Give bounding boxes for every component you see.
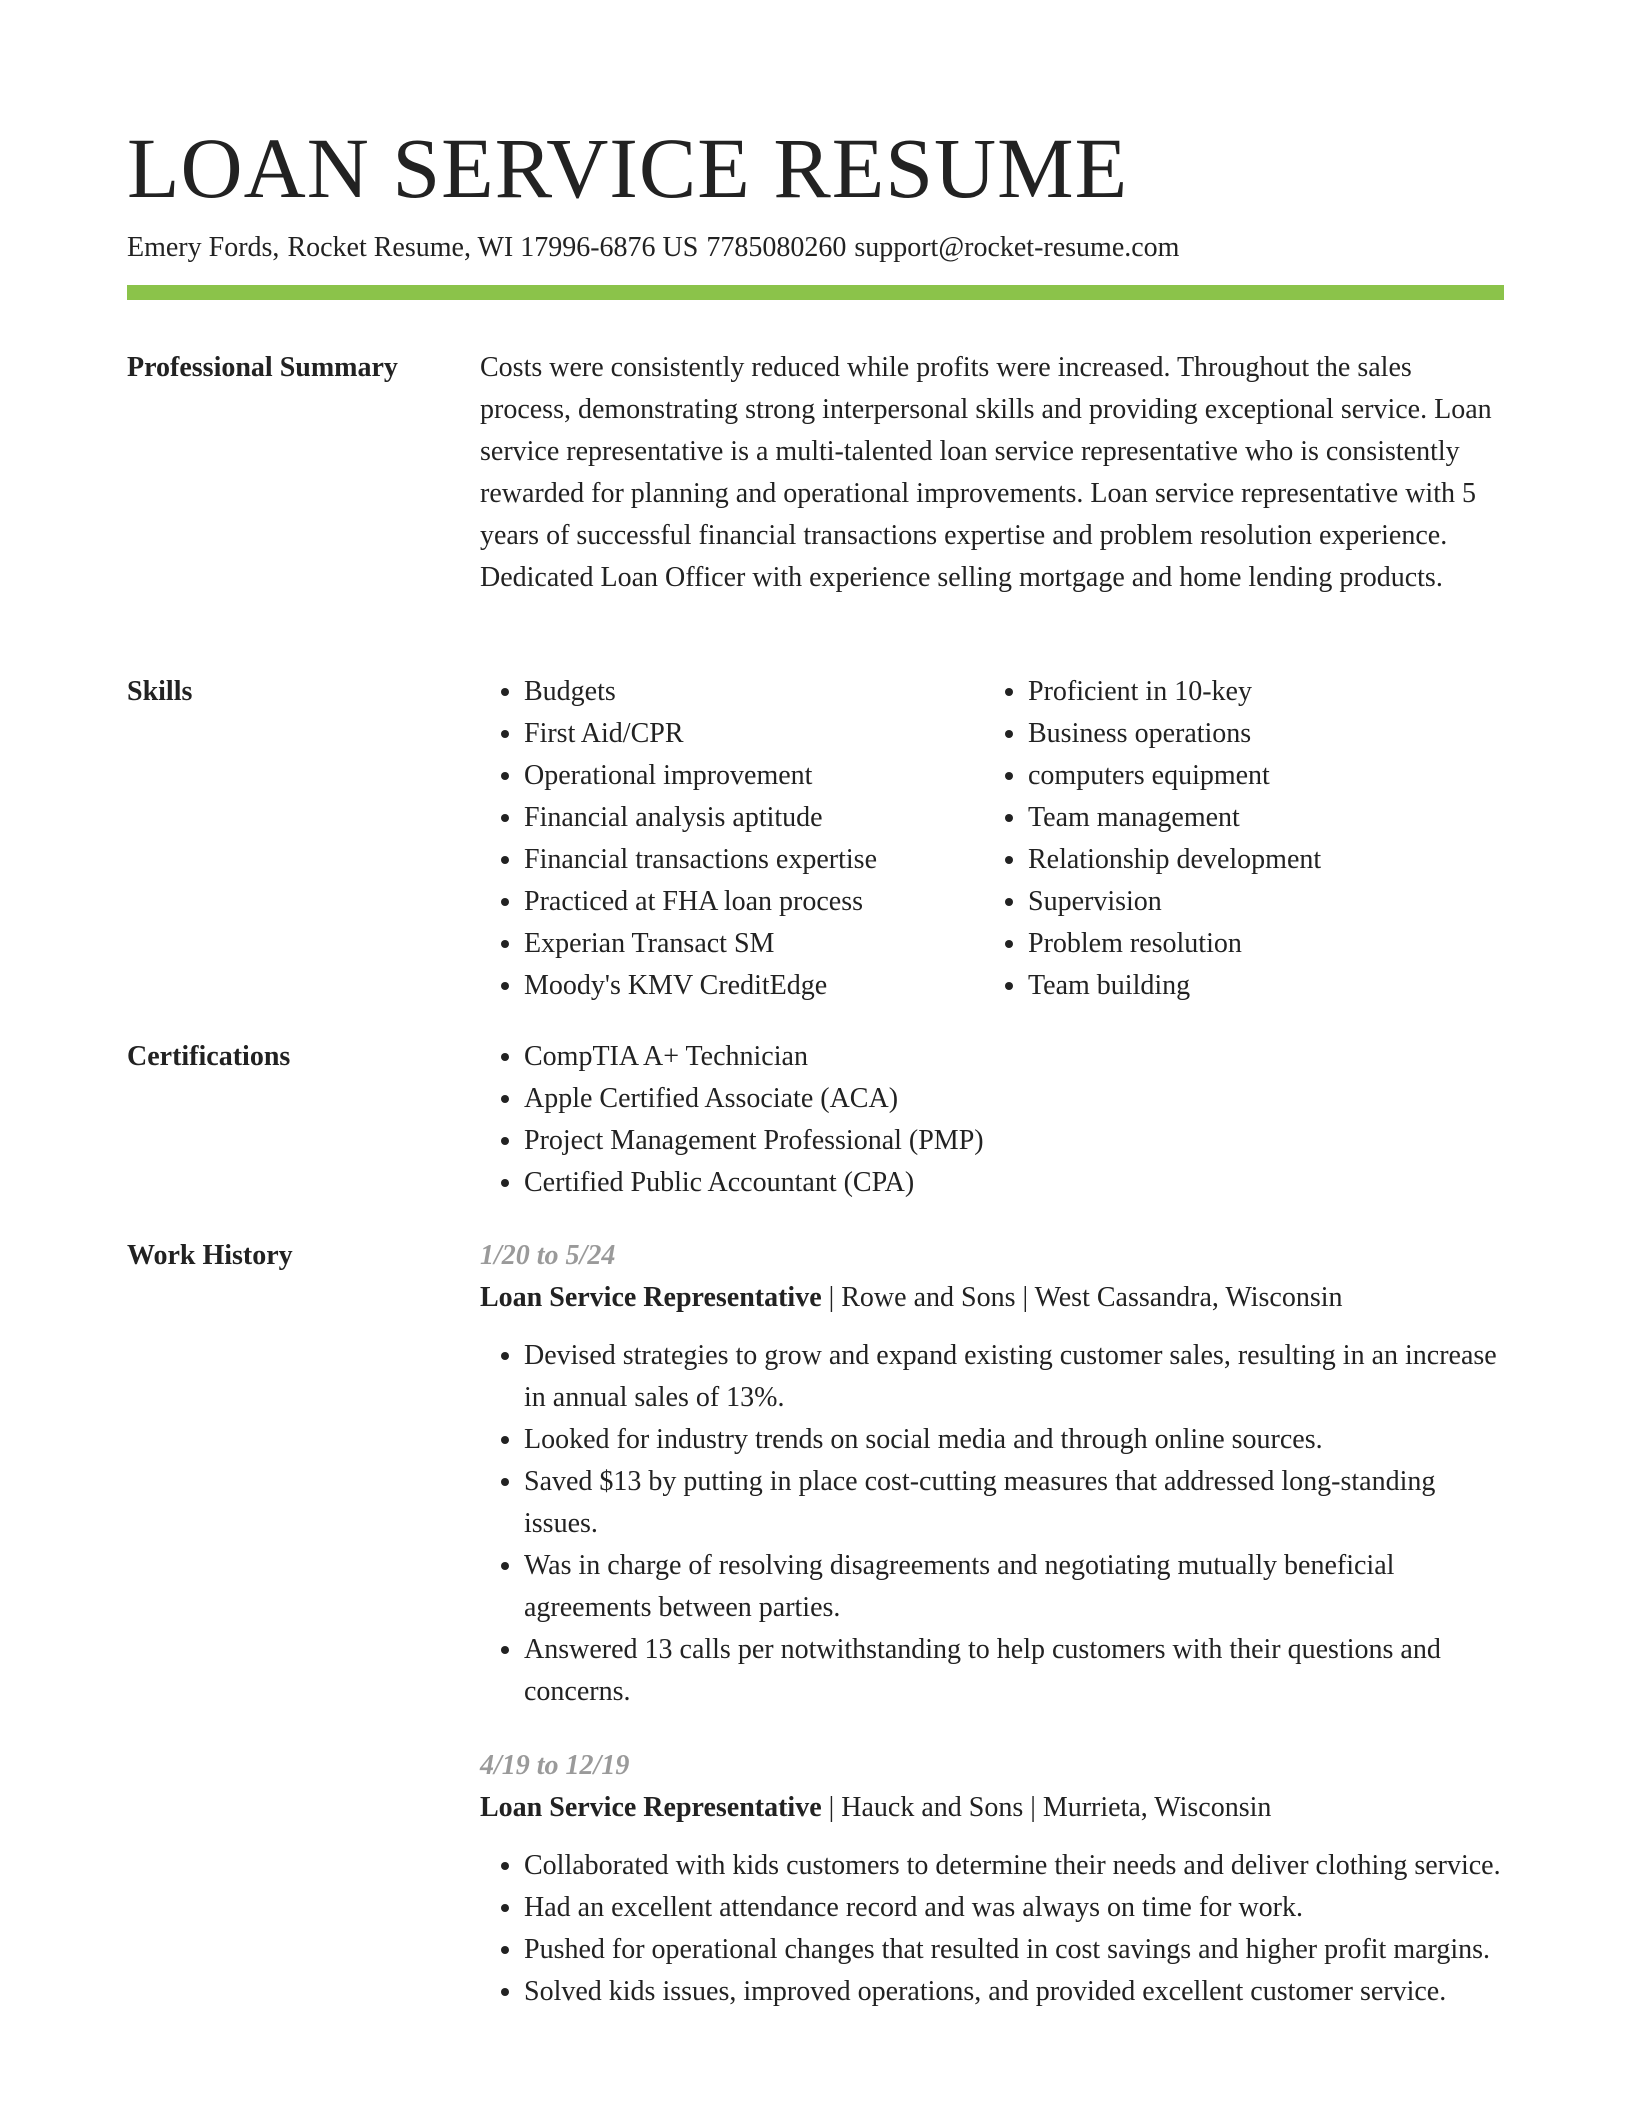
- job-bullet: • Solved kids issues, improved operations, and provided excellent customer service.: [524, 1971, 1504, 2013]
- skill-item: • Moody's KMV CreditEdge: [524, 965, 984, 1007]
- summary-body: [480, 347, 1504, 599]
- job-company-location: | Hauck and Sons | Murrieta, Wisconsin: [821, 1792, 1272, 1823]
- job-dates: 1/20 to 5/24: [480, 1240, 616, 1271]
- job-role: Loan Service Representative: [480, 1792, 822, 1823]
- job-title-line: [480, 1787, 1504, 1829]
- skill-item: • Relationship development: [1028, 839, 1488, 881]
- skill-item: • computers equipment: [1028, 755, 1488, 797]
- job-entry: [480, 1745, 1504, 2013]
- certifications-section: [127, 1036, 1504, 1216]
- summary-text: Costs were consistently reduced while profits were increased. Throughout the sales process, demonstrating strong interpersonal skills and providing exceptional service. Loan service representative is a multi-talented loan service representative who is consistently rewarded for planning and operational improvements. Loan service representative with 5 years of successful financial transactions expertise and problem resolution experience. Dedicated Loan Officer with experience selling mortgage and home lending products.: [480, 352, 1492, 593]
- contact-phone: 7785080260: [706, 232, 847, 263]
- skills-body: [480, 671, 1504, 1007]
- skill-item: • Experian Transact SM: [524, 923, 984, 965]
- section-label-certifications: Certifications: [127, 1041, 291, 1072]
- job-bullet: • Saved $13 by putting in place cost-cutting measures that addressed long-standing issues.: [524, 1461, 1504, 1545]
- skills-section: [127, 671, 1504, 1016]
- job-bullet: • Was in charge of resolving disagreements and negotiating mutually beneficial agreements between parties.: [524, 1545, 1504, 1629]
- skills-list-left: [480, 671, 984, 1007]
- certification-item: • CompTIA A+ Technician: [524, 1036, 1504, 1078]
- skill-item: • Financial analysis aptitude: [524, 797, 984, 839]
- skill-item: • Operational improvement: [524, 755, 984, 797]
- skill-item: • Team building: [1028, 965, 1488, 1007]
- skill-item: • Team management: [1028, 797, 1488, 839]
- section-label-work-history: Work History: [127, 1240, 293, 1271]
- skill-item: • Budgets: [524, 671, 984, 713]
- certifications-list: [480, 1036, 1504, 1204]
- skill-item: • Business operations: [1028, 713, 1488, 755]
- job-bullet-list: [480, 1335, 1504, 1713]
- job-title-line: [480, 1277, 1504, 1319]
- certification-item: • Apple Certified Associate (ACA): [524, 1078, 1504, 1120]
- contact-line: [127, 230, 1179, 266]
- job-bullet-list: [480, 1845, 1504, 2013]
- section-label-skills: Skills: [127, 676, 193, 707]
- job-bullet: • Looked for industry trends on social media and through online sources.: [524, 1419, 1504, 1461]
- certifications-body: [480, 1036, 1504, 1204]
- contact-address: Rocket Resume, WI 17996-6876 US: [287, 232, 699, 263]
- skill-item: • First Aid/CPR: [524, 713, 984, 755]
- job-bullet: • Pushed for operational changes that resulted in cost savings and higher profit margins.: [524, 1929, 1504, 1971]
- skills-list-right: [984, 671, 1488, 1007]
- section-label-summary: Professional Summary: [127, 352, 398, 383]
- skill-item: • Problem resolution: [1028, 923, 1488, 965]
- skill-item: • Proficient in 10-key: [1028, 671, 1488, 713]
- contact-name: Emery Fords,: [127, 232, 280, 263]
- summary-section: [127, 347, 1504, 647]
- job-entry: [480, 1235, 1504, 1713]
- skill-item: • Financial transactions expertise: [524, 839, 984, 881]
- resume-title: LOAN SERVICE RESUME: [127, 120, 1129, 216]
- job-bullet: • Answered 13 calls per notwithstanding to help customers with their questions and concerns.: [524, 1629, 1504, 1713]
- header-divider: [127, 285, 1504, 300]
- skill-item: • Practiced at FHA loan process: [524, 881, 984, 923]
- job-bullet: • Had an excellent attendance record and was always on time for work.: [524, 1887, 1504, 1929]
- job-bullet: • Collaborated with kids customers to determine their needs and deliver clothing service.: [524, 1845, 1504, 1887]
- job-role: Loan Service Representative: [480, 1282, 822, 1313]
- job-company-location: | Rowe and Sons | West Cassandra, Wisconsin: [821, 1282, 1343, 1313]
- work-history-body: [480, 1235, 1504, 2013]
- job-bullet: • Devised strategies to grow and expand existing customer sales, resulting in an increase in annual sales of 13%.: [524, 1335, 1504, 1419]
- certification-item: • Certified Public Accountant (CPA): [524, 1162, 1504, 1204]
- skill-item: • Supervision: [1028, 881, 1488, 923]
- contact-email: support@rocket-resume.com: [854, 232, 1180, 263]
- job-dates: 4/19 to 12/19: [480, 1750, 630, 1781]
- certification-item: • Project Management Professional (PMP): [524, 1120, 1504, 1162]
- work-history-section: [127, 1235, 1504, 2105]
